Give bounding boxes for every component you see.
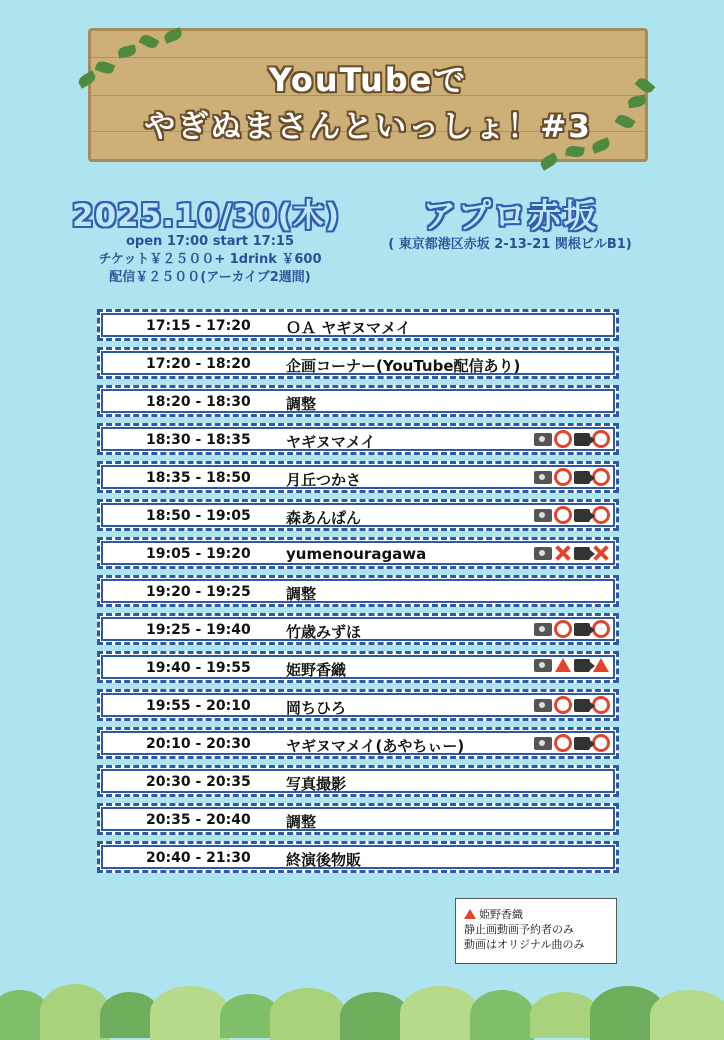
circle-mark-icon <box>554 696 572 714</box>
camera-icon <box>534 547 552 560</box>
bush-shape <box>470 990 534 1040</box>
timetable-row <box>97 575 619 607</box>
event-venue: アプロ赤坂 <box>423 196 598 235</box>
camera-icon <box>534 699 552 712</box>
row-act: ヤギヌマメイ <box>286 433 376 451</box>
video-camera-icon <box>574 737 590 750</box>
circle-mark-icon <box>554 620 572 638</box>
row-time: 19:40 - 19:55 <box>146 660 251 676</box>
row-act: 姫野香織 <box>286 661 347 679</box>
camera-icon <box>534 433 552 446</box>
permission-marks <box>534 430 610 448</box>
timetable-row <box>97 537 619 569</box>
permission-marks <box>534 734 610 752</box>
timetable-row <box>97 461 619 493</box>
video-camera-icon <box>574 547 590 560</box>
timetable-row <box>97 499 619 531</box>
event-date: 2025.10/30(木) <box>72 198 340 234</box>
row-act: ヤギヌマメイ(あやちぃー) <box>286 737 465 755</box>
row-time: 17:15 - 17:20 <box>146 318 251 334</box>
timetable-row <box>97 309 619 341</box>
video-camera-icon <box>574 623 590 636</box>
row-time: 20:10 - 20:30 <box>146 736 251 752</box>
cross-mark-icon <box>592 544 610 562</box>
circle-mark-icon <box>554 506 572 524</box>
note-line-1: 静止画動画予約者のみ <box>464 923 574 936</box>
video-camera-icon <box>574 659 590 672</box>
triangle-mark-icon <box>593 658 609 672</box>
triangle-mark-icon <box>464 909 476 919</box>
row-time: 17:20 - 18:20 <box>146 356 251 372</box>
cross-mark-icon <box>554 544 572 562</box>
timetable-row <box>97 613 619 645</box>
row-act: ＯＡ ヤギヌマメイ <box>286 319 411 337</box>
row-act: 森あんぱん <box>286 509 362 527</box>
row-act: 調整 <box>286 585 317 603</box>
permission-marks <box>534 696 610 714</box>
bush-shape <box>400 986 480 1040</box>
camera-icon <box>534 509 552 522</box>
row-act: yumenouragawa <box>286 545 427 563</box>
venue-address: ( 東京都港区赤坂 2-13-21 関根ビルB1) <box>388 237 632 252</box>
row-time: 20:40 - 21:30 <box>146 850 251 866</box>
permission-marks <box>534 468 610 486</box>
timetable <box>97 309 619 879</box>
note-box <box>455 898 617 964</box>
row-time: 20:35 - 20:40 <box>146 812 251 828</box>
timetable-row <box>97 803 619 835</box>
permission-marks <box>534 544 610 562</box>
row-time: 18:35 - 18:50 <box>146 470 251 486</box>
row-act: 写真撮影 <box>286 775 347 793</box>
timetable-row <box>97 689 619 721</box>
row-act: 岡ちひろ <box>286 699 347 717</box>
permission-marks <box>534 658 610 672</box>
permission-marks <box>534 620 610 638</box>
row-time: 19:20 - 19:25 <box>146 584 251 600</box>
video-camera-icon <box>574 471 590 484</box>
row-time: 19:05 - 19:20 <box>146 546 251 562</box>
permission-marks <box>534 506 610 524</box>
video-camera-icon <box>574 699 590 712</box>
stream-info: 配信￥２５００(アーカイブ2週間) <box>109 270 311 285</box>
bush-shape <box>150 986 230 1040</box>
ticket-info: チケット￥２５００+ 1drink ￥600 <box>98 252 322 267</box>
circle-mark-icon <box>554 430 572 448</box>
timetable-row <box>97 765 619 797</box>
video-camera-icon <box>574 509 590 522</box>
row-act: 竹歳みずほ <box>286 623 362 641</box>
timetable-row <box>97 347 619 379</box>
row-act: 月丘つかさ <box>286 471 362 489</box>
video-camera-icon <box>574 433 590 446</box>
row-time: 19:55 - 20:10 <box>146 698 251 714</box>
row-act: 調整 <box>286 813 317 831</box>
camera-icon <box>534 659 552 672</box>
row-time: 18:50 - 19:05 <box>146 508 251 524</box>
triangle-mark-icon <box>555 658 571 672</box>
circle-mark-icon <box>554 468 572 486</box>
time-info: open 17:00 start 17:15 <box>126 234 294 249</box>
title-signboard <box>88 28 648 162</box>
bush-shape <box>650 990 724 1040</box>
row-time: 20:30 - 20:35 <box>146 774 251 790</box>
row-act: 調整 <box>286 395 317 413</box>
row-time: 19:25 - 19:40 <box>146 622 251 638</box>
timetable-row <box>97 423 619 455</box>
camera-icon <box>534 471 552 484</box>
timetable-row <box>97 651 619 683</box>
timetable-row <box>97 385 619 417</box>
row-time: 18:30 - 18:35 <box>146 432 251 448</box>
camera-icon <box>534 737 552 750</box>
camera-icon <box>534 623 552 636</box>
timetable-row <box>97 841 619 873</box>
note-line-2: 動画はオリジナル曲のみ <box>464 938 585 951</box>
row-act: 終演後物販 <box>286 851 362 869</box>
title-line-2: やぎぬまさんといっしょ！#3 <box>144 109 592 145</box>
note-name: 姫野香織 <box>479 908 523 921</box>
title-line-1: YouTubeで <box>268 61 468 99</box>
bush-shape <box>270 988 346 1040</box>
circle-mark-icon <box>554 734 572 752</box>
row-time: 18:20 - 18:30 <box>146 394 251 410</box>
row-act: 企画コーナー(YouTube配信あり) <box>286 357 521 375</box>
timetable-row <box>97 727 619 759</box>
